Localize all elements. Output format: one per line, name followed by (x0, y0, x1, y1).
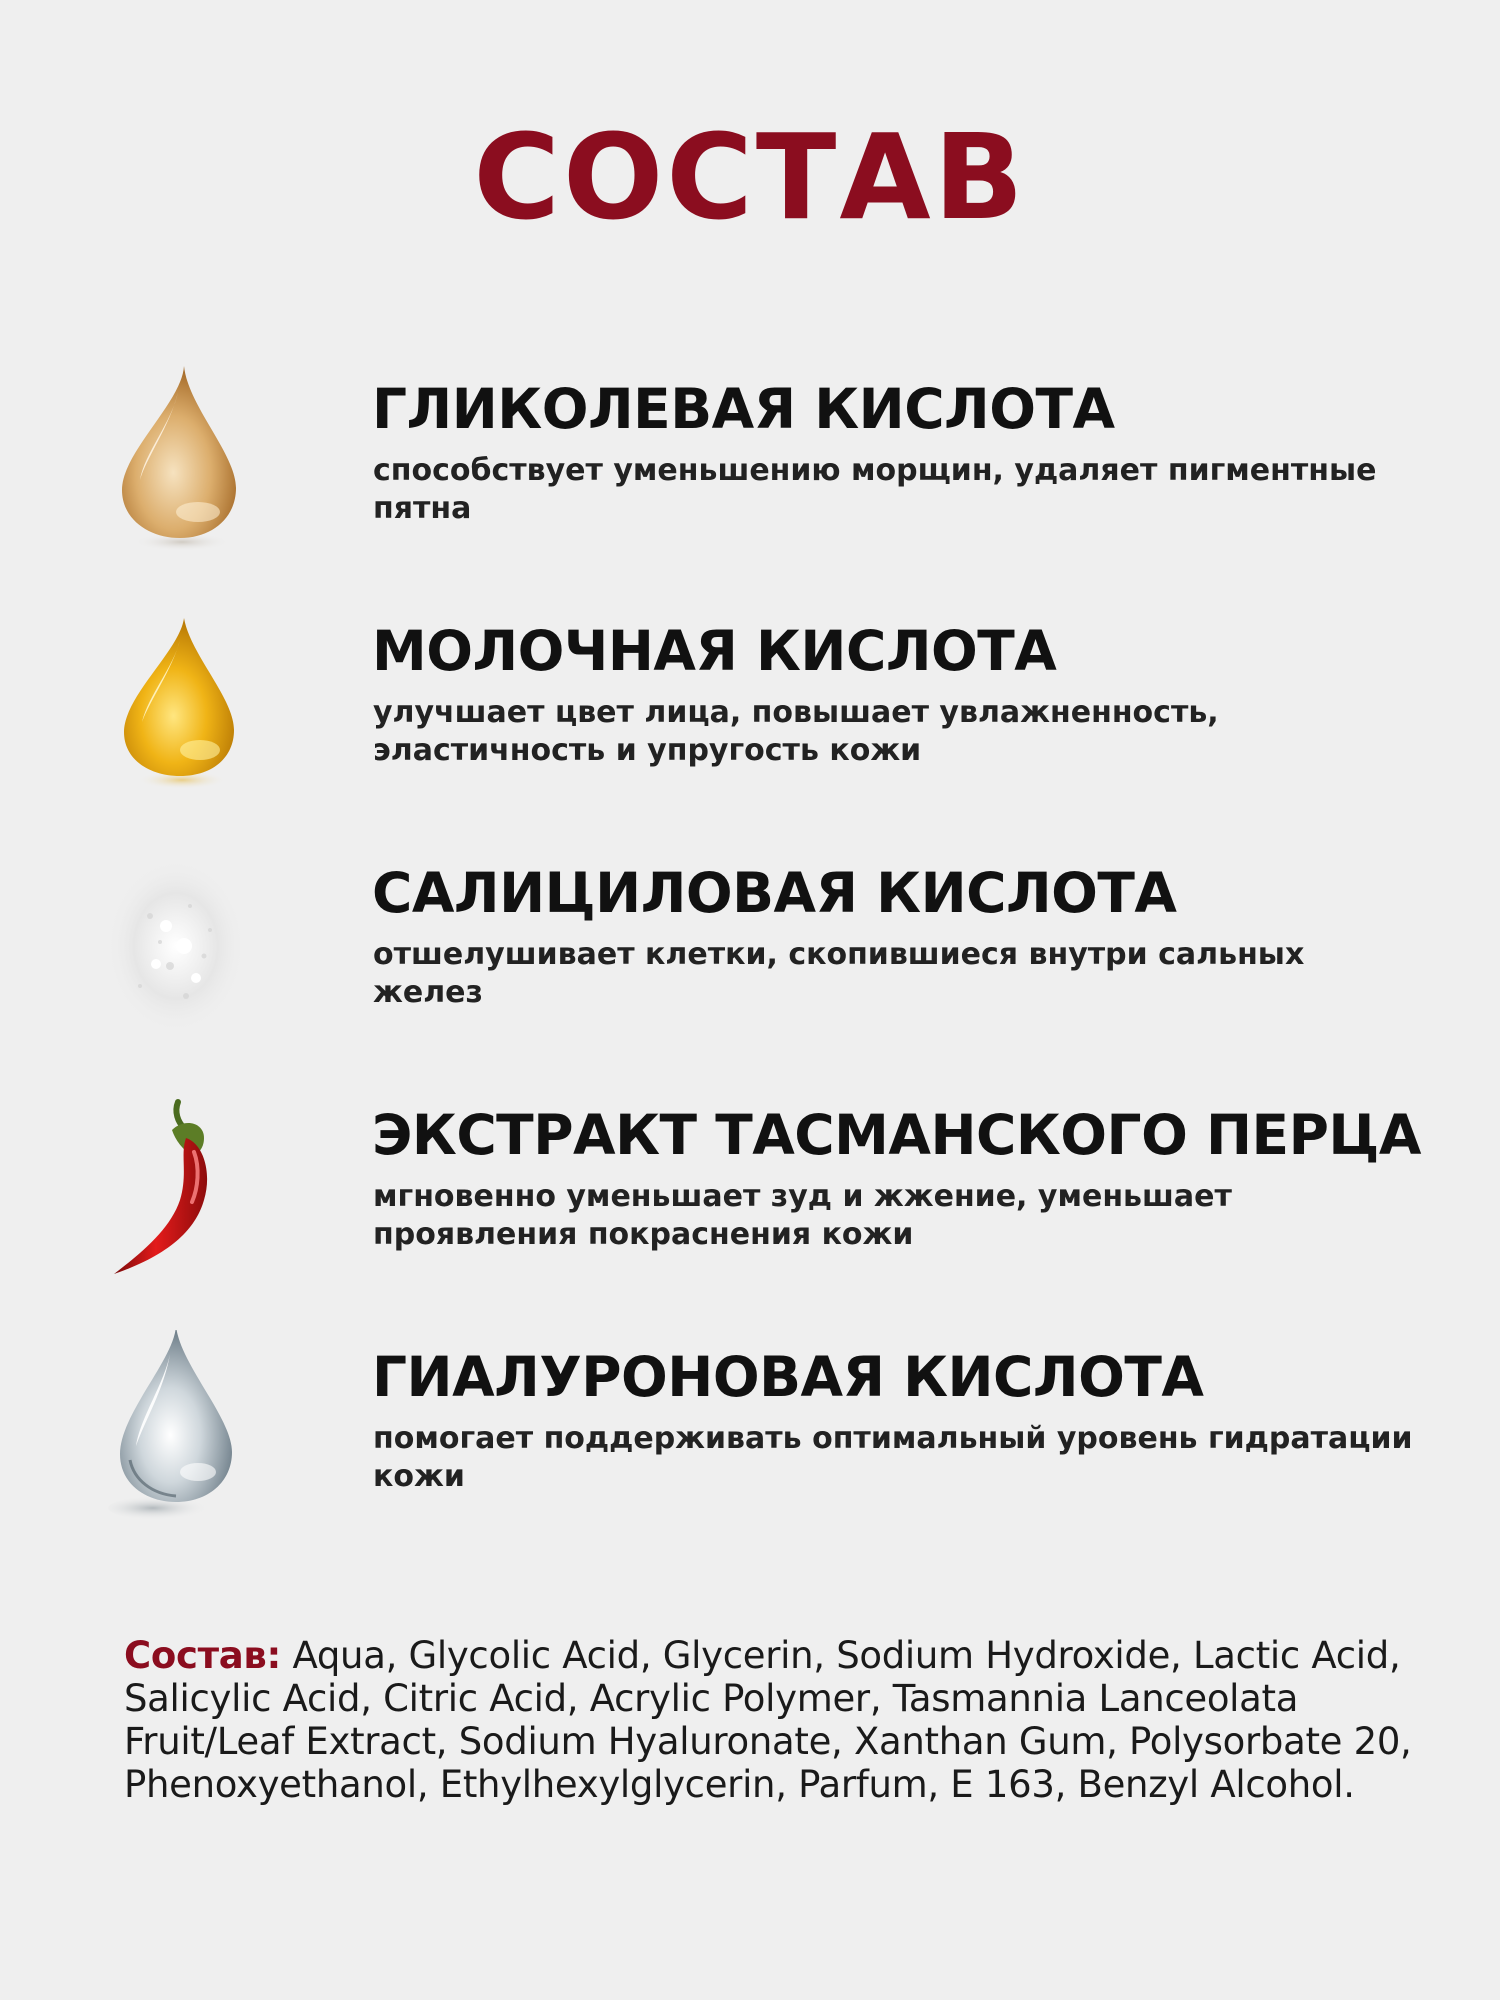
composition-list (124, 1634, 1414, 1806)
ingredient-name: ГИАЛУРОНОВАЯ КИСЛОТА (372, 1345, 1204, 1409)
water-drop-icon (100, 1330, 260, 1530)
ingredient-description: отшелушивает клетки, скопившиеся внутри сальных желез (373, 937, 1305, 1010)
red-pepper-icon (100, 1088, 260, 1288)
amber-drop-icon (100, 362, 260, 562)
ingredient-description: мгновенно уменьшает зуд и жжение, уменьшает проявления покраснения кожи (373, 1179, 1232, 1252)
ingredient-salicylic-acid (0, 846, 1500, 1046)
golden-drop-icon (100, 604, 260, 804)
white-powder-icon (100, 846, 260, 1046)
ingredient-name: ЭКСТРАКТ ТАСМАНСКОГО ПЕРЦА (372, 1103, 1421, 1167)
ingredient-description: способствует уменьшению морщин, удаляет пигментные пятна (373, 453, 1377, 526)
ingredient-name: МОЛОЧНАЯ КИСЛОТА (372, 619, 1057, 683)
composition-text: Aqua, Glycolic Acid, Glycerin, Sodium Hydroxide, Lactic Acid, Salicylic Acid, Citric Acid, Acrylic Polymer, Tasmannia Lanceolata Fruit/Leaf Extract, Sodium Hyaluronate, Xanthan Gum, Polysorbate 20, Phenoxyethanol, Ethylhexylglycerin, Parfum, E 163, Benzyl Alcohol. (124, 1634, 1412, 1806)
ingredient-glycolic-acid (0, 362, 1500, 562)
ingredient-tasmanian-pepper (0, 1088, 1500, 1288)
composition-label: Состав: (124, 1634, 282, 1677)
ingredient-description: улучшает цвет лица, повышает увлажненность, эластичность и упругость кожи (373, 695, 1219, 768)
ingredient-description: помогает поддерживать оптимальный уровень гидратации кожи (373, 1421, 1413, 1494)
ingredient-name: САЛИЦИЛОВАЯ КИСЛОТА (372, 861, 1177, 925)
ingredient-name: ГЛИКОЛЕВАЯ КИСЛОТА (372, 377, 1115, 441)
ingredient-lactic-acid (0, 604, 1500, 804)
ingredient-hyaluronic-acid (0, 1330, 1500, 1530)
page-title: СОСТАВ (473, 108, 1027, 246)
